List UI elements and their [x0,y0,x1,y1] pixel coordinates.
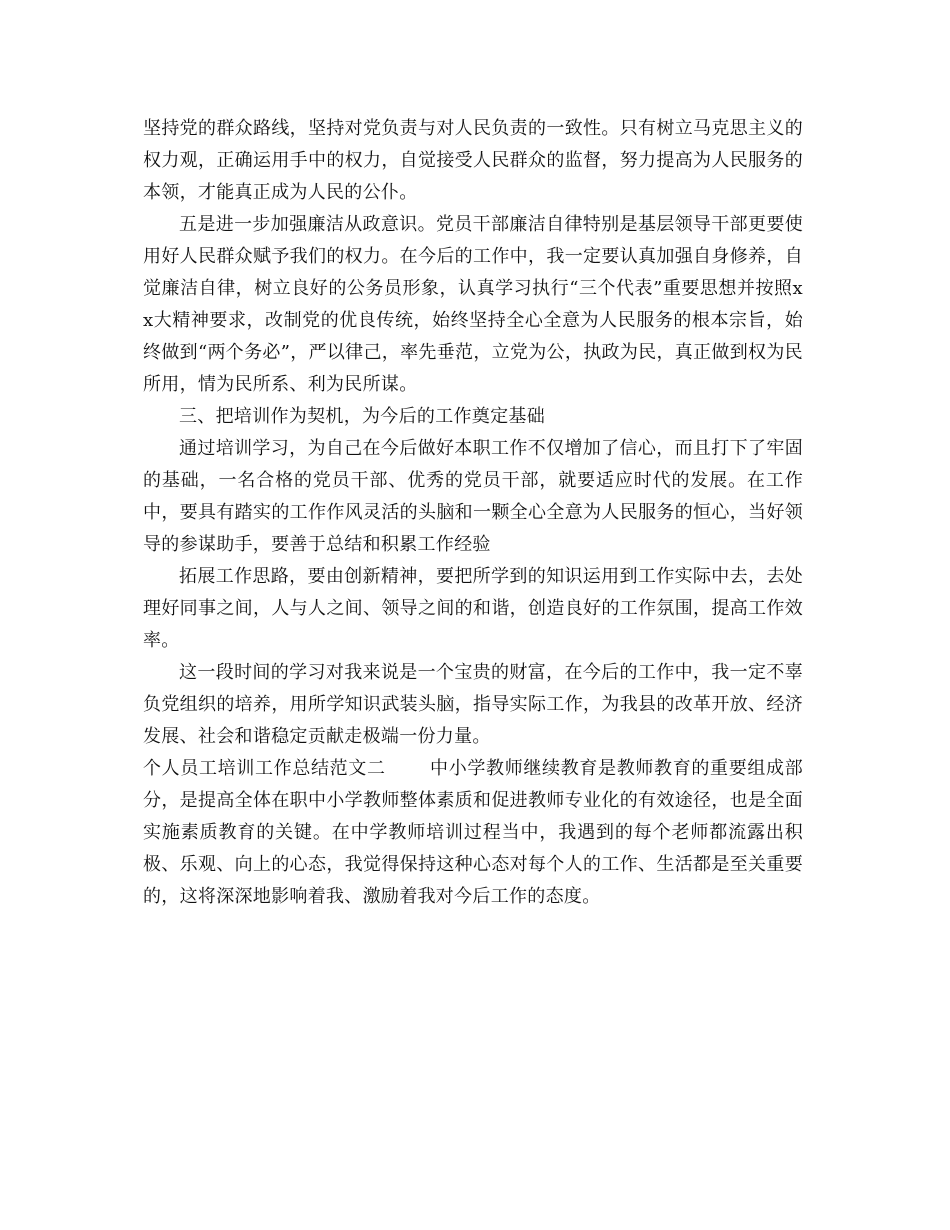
paragraph-study-value: 这一段时间的学习对我来说是一个宝贵的财富，在今后的工作中，我一定不辜负党组织的培养，用所学知识武装头脑，指导实际工作，为我县的改革开放、经济发展、社会和谐稳定贡献走极端一份力量。 [143,662,803,747]
section-body-text: 中小学教师继续教育是教师教育的重要组成部分，是提高全体在职中小学教师整体素质和促进教师专业化的有效途径，也是全面实施素质教育的关键。在中学教师培训过程当中，我遇到的每个老师都流露出积极、乐观、向上的心态，我觉得保持这种心态对每个人的工作、生活都是至关重要的，这将深深地影响着我、激励着我对今后工作的态度。 [143,758,803,907]
section-heading-three: 三、把培训作为契机，为今后的工作奠定基础 [179,406,545,427]
paragraph-continuation: 坚持党的群众路线，坚持对党负责与对人民负责的一致性。只有树立马克思主义的权力观，正确运用手中的权力，自觉接受人民群众的监督，努力提高为人民服务的本领，才能真正成为人民的公仆。 [143,118,803,203]
document-body [143,113,803,913]
paragraph-training-foundation: 通过培训学习，为自己在今后做好本职工作不仅增加了信心，而且打下了牢固的基础，一名合格的党员干部、优秀的党员干部，就要适应时代的发展。在工作中，要具有踏实的工作作风灵活的头脑和一颗全心全意为人民服务的恒心，当好领导的参谋助手，要善于总结和积累工作经验 [143,438,803,555]
paragraph-integrity: 五是进一步加强廉洁从政意识。党员干部廉洁自律特别是基层领导干部更要使用好人民群众赋予我们的权力。在今后的工作中，我一定要认真加强自身修养，自觉廉洁自律，树立良好的公务员形象，认真学习执行“三个代表”重要思想并按照xx大精神要求，改制党的优良传统，始终坚持全心全意为人民服务的根本宗旨，始终做到“两个务必”，严以律己，率先垂范，立党为公，执政为民，真正做到权为民所用，情为民所系、利为民所谋。 [143,214,803,395]
section-title: 个人员工培训工作总结范文二 [143,758,386,779]
section-two-paragraph [143,753,803,913]
paragraph-work-ideas: 拓展工作思路，要由创新精神，要把所学到的知识运用到工作实际中去，去处理好同事之间，人与人之间、领导之间的和谐，创造良好的工作氛围，提高工作效率。 [143,566,803,651]
